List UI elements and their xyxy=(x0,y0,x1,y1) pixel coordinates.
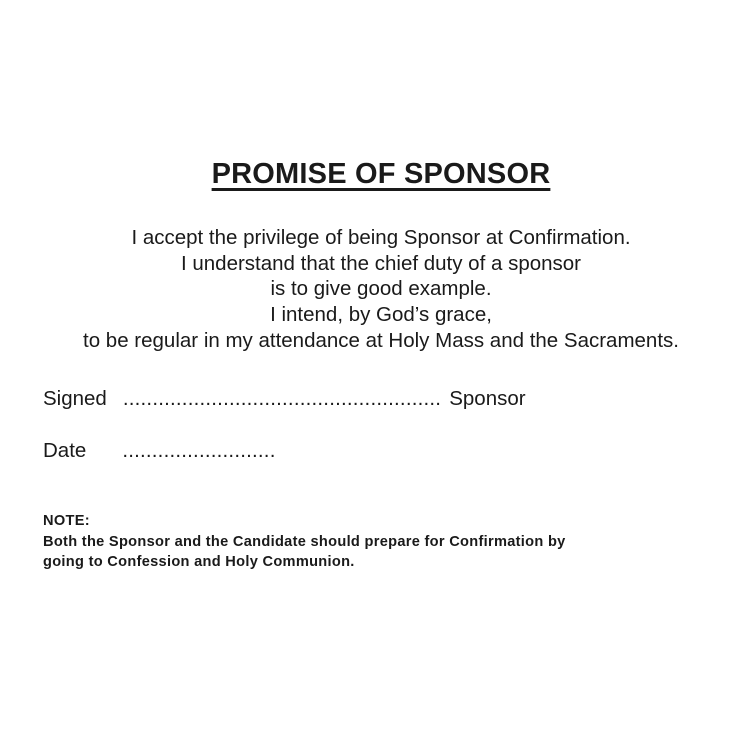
signature-row xyxy=(43,387,526,411)
sponsor-role-label: Sponsor xyxy=(449,387,526,410)
promise-body xyxy=(0,225,750,354)
note-block xyxy=(43,511,566,573)
note-heading: NOTE: xyxy=(43,513,90,529)
document-title-text: PROMISE OF SPONSOR xyxy=(211,158,551,190)
promise-line: I accept the privilege of being Sponsor at Confirmation. xyxy=(131,226,631,249)
date-row xyxy=(43,439,276,463)
signed-label: Signed xyxy=(43,387,107,410)
document-title xyxy=(0,158,750,191)
date-field[interactable]: .......................... xyxy=(122,439,276,462)
note-line: Both the Sponsor and the Candidate should prepare for Confirmation by xyxy=(43,533,566,550)
signature-field[interactable]: ...................................................... xyxy=(122,387,442,410)
promise-line: is to give good example. xyxy=(270,277,492,301)
promise-line: I understand that the chief duty of a sponsor xyxy=(180,251,581,275)
promise-line: I intend, by God’s grace, xyxy=(270,303,492,327)
date-label: Date xyxy=(43,439,87,462)
note-line: going to Confession and Holy Communion. xyxy=(43,554,355,570)
promise-line: to be regular in my attendance at Holy Mass and the Sacraments. xyxy=(83,328,679,352)
